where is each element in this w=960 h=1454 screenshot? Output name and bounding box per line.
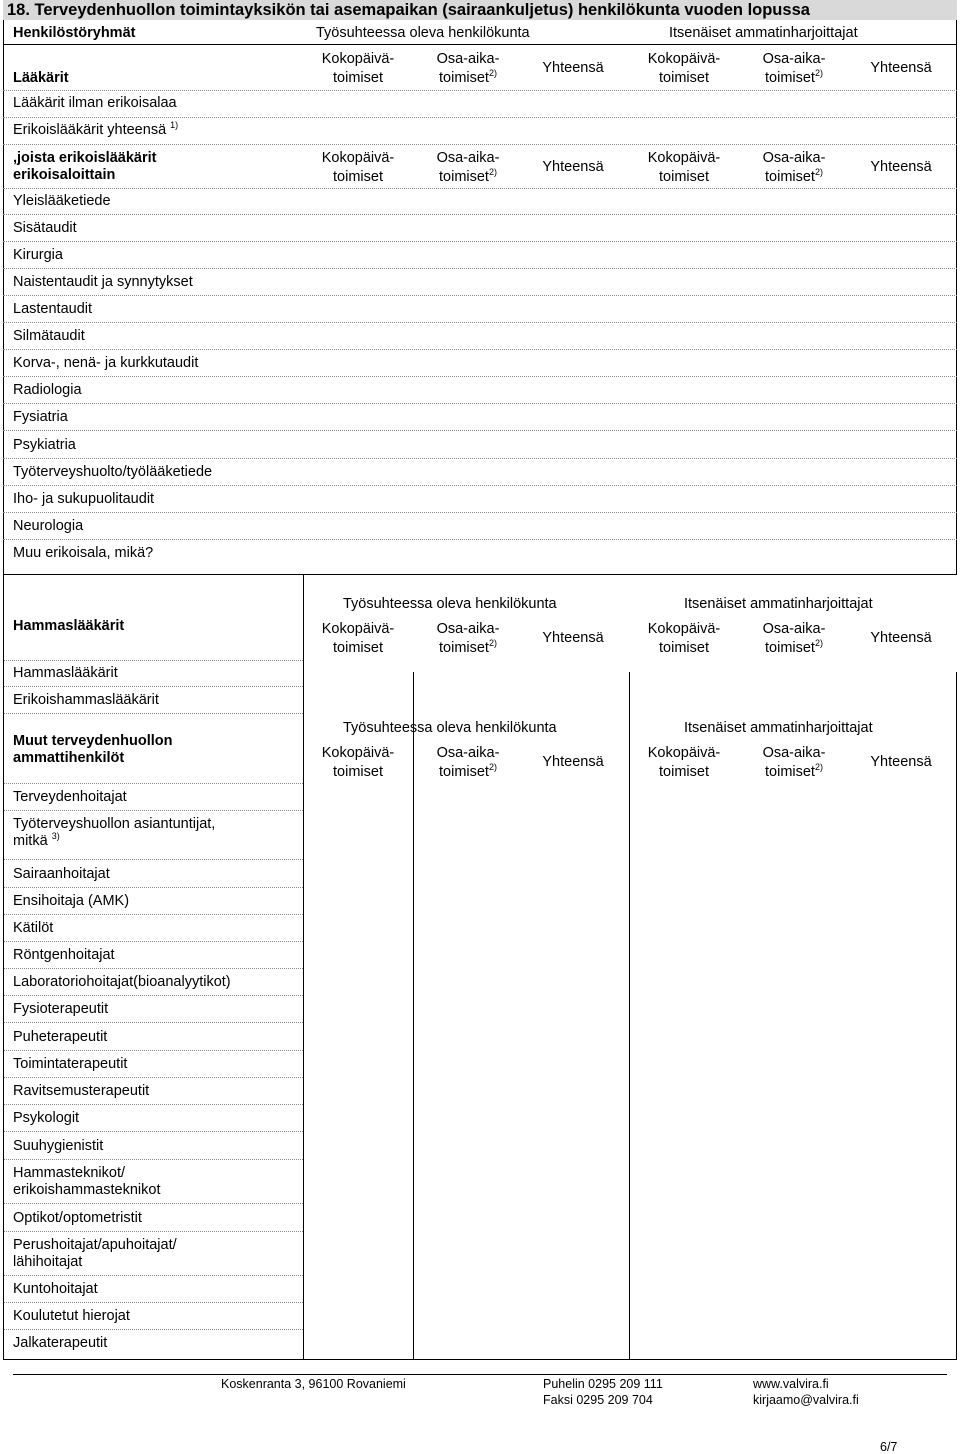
header-groups-label: Henkilöstöryhmät [13, 25, 136, 41]
heading-line: ammattihenkilöt [13, 750, 125, 766]
col-label: toimiset [333, 70, 383, 86]
col-label: Osa-aika- [436, 745, 500, 761]
col-label: toimiset [765, 764, 815, 780]
heading-line: Muut terveydenhuollon [13, 733, 173, 749]
row-divider [3, 268, 957, 269]
row-label: Optikot/optometristit [13, 1210, 142, 1226]
col-total-employed: Yhteensä [542, 754, 604, 770]
row-divider [3, 241, 957, 242]
row-divider [3, 376, 957, 377]
col-total-independent: Yhteensä [870, 630, 932, 646]
footnote-ref: 1) [170, 120, 179, 131]
row-label: Terveydenhoitajat [13, 789, 127, 805]
row-divider [3, 90, 957, 91]
specialty-row-label: Iho- ja sukupuolitaudit [13, 491, 155, 507]
group-employed-header: Työsuhteessa oleva henkilökunta [343, 720, 557, 736]
row-divider [3, 295, 957, 296]
page-number: 6/7 [880, 1440, 898, 1454]
row-label: Psykologit [13, 1110, 80, 1126]
footer-fax: Faksi 0295 209 704 [543, 1393, 653, 1407]
row-label: Suuhygienistit [13, 1138, 104, 1154]
specialty-row-label: Fysiatria [13, 409, 68, 425]
col-total-employed: Yhteensä [542, 60, 604, 76]
row-label: Fysioterapeutit [13, 1001, 109, 1017]
col-label: Osa-aika- [436, 621, 500, 637]
specialty-row-label: Yleislääketiede [13, 193, 111, 209]
col-part-time-independent [739, 50, 849, 88]
col-label: toimiset [439, 764, 489, 780]
row-text: Työterveyshuollon asiantuntijat, [13, 816, 216, 832]
row-text: mitkä [13, 833, 48, 849]
group-independent-header: Itsenäiset ammatinharjoittajat [669, 25, 858, 41]
col-label: Osa-aika- [436, 51, 500, 67]
col-label: Osa-aika- [762, 745, 826, 761]
col-label: toimiset [765, 640, 815, 656]
heading-line: ,joista erikoislääkärit [13, 150, 157, 166]
col-label: Kokopäivä- [647, 150, 721, 166]
col-part-time-independent [739, 149, 849, 187]
col-label: Kokopäivä- [321, 51, 395, 67]
row-label: Kätilöt [13, 920, 54, 936]
row-text: Perushoitajat/apuhoitajat/ [13, 1237, 177, 1253]
col-total-independent: Yhteensä [870, 159, 932, 175]
row-label: Röntgenhoitajat [13, 947, 115, 963]
col-label: toimiset [765, 70, 815, 86]
footnote-ref: 2) [814, 68, 823, 79]
specialty-row-label: Radiologia [13, 382, 82, 398]
row-divider [3, 539, 957, 540]
row-divider [3, 322, 957, 323]
col-label: toimiset [439, 169, 489, 185]
divider [3, 44, 957, 45]
col-full-time-independent [629, 149, 739, 187]
row-divider [3, 512, 957, 513]
row-divider [3, 144, 957, 145]
col-label: Kokopäivä- [321, 745, 395, 761]
row-label: Hammaslääkärit [13, 665, 118, 681]
footnote-ref: 2) [814, 762, 823, 773]
row-label: Sairaanhoitajat [13, 866, 110, 882]
row-divider [3, 188, 957, 189]
col-label: toimiset [659, 764, 709, 780]
section-heading-doctors: Lääkärit [13, 70, 69, 86]
col-label: Kokopäivä- [321, 621, 395, 637]
col-label: toimiset [333, 169, 383, 185]
group-employed-header: Työsuhteessa oleva henkilökunta [316, 25, 530, 41]
specialty-heading [13, 150, 156, 184]
specialty-row-label: Lastentaudit [13, 301, 93, 317]
col-label: Osa-aika- [762, 150, 826, 166]
footnote-ref: 2) [488, 167, 497, 178]
footnote-ref: 2) [488, 762, 497, 773]
specialty-row-label: Neurologia [13, 518, 84, 534]
col-label: Kokopäivä- [647, 745, 721, 761]
footer-email[interactable]: kirjaamo@valvira.fi [753, 1393, 859, 1407]
footer-phone: Puhelin 0295 209 111 [543, 1377, 663, 1391]
row-divider [3, 458, 957, 459]
group-employed-header: Työsuhteessa oleva henkilökunta [343, 596, 557, 612]
row-label: Koulutetut hierojat [13, 1308, 130, 1324]
footnote-ref: 2) [814, 638, 823, 649]
col-full-time-employed [303, 50, 413, 88]
col-label: toimiset [659, 70, 709, 86]
col-full-time-employed [303, 620, 413, 658]
page-title: 18. Terveydenhuollon toimintayksikön tai asemapaikan (sairaankuljetus) henkilökunta vuoden lopussa [3, 0, 957, 20]
col-label: toimiset [659, 640, 709, 656]
row-label [13, 122, 178, 139]
row-divider [3, 117, 957, 118]
row-text: erikoishammasteknikot [13, 1182, 161, 1198]
row-label: Toimintaterapeutit [13, 1056, 128, 1072]
col-label: Kokopäivä- [647, 51, 721, 67]
specialty-row-label: Naistentaudit ja synnytykset [13, 274, 193, 290]
row-label: Lääkärit ilman erikoisalaa [13, 95, 177, 111]
col-label: toimiset [333, 764, 383, 780]
row-label: Jalkaterapeutit [13, 1335, 108, 1351]
column-rule [629, 672, 630, 1360]
col-total-independent: Yhteensä [870, 754, 932, 770]
label-column-frame [3, 575, 304, 1360]
row-label: Laboratoriohoitajat(bioanalyytikot) [13, 974, 231, 990]
col-label: Osa-aika- [436, 150, 500, 166]
col-label: Osa-aika- [762, 621, 826, 637]
footnote-ref: 2) [488, 68, 497, 79]
specialty-row-label: Psykiatria [13, 437, 76, 453]
row-divider [3, 430, 957, 431]
col-label: Osa-aika- [762, 51, 826, 67]
col-part-time-employed [413, 50, 523, 88]
col-label: toimiset [439, 70, 489, 86]
column-rule [413, 672, 414, 1360]
specialty-row-label: Työterveyshuolto/työlääketiede [13, 464, 213, 480]
specialty-row-label: Silmätaudit [13, 328, 85, 344]
row-label: Puheterapeutit [13, 1029, 108, 1045]
col-label: toimiset [659, 169, 709, 185]
col-total-employed: Yhteensä [542, 630, 604, 646]
group-independent-header: Itsenäiset ammatinharjoittajat [684, 720, 873, 736]
footer-address: Koskenranta 3, 96100 Rovaniemi [221, 1377, 406, 1391]
specialty-row-label: Sisätaudit [13, 220, 77, 236]
footnote-ref: 2) [488, 638, 497, 649]
row-label: Erikoishammaslääkärit [13, 692, 159, 708]
row-divider [3, 214, 957, 215]
col-full-time-independent [629, 50, 739, 88]
footnote-ref: 3) [51, 831, 60, 842]
row-label: Kuntohoitajat [13, 1281, 98, 1297]
col-full-time-employed [303, 149, 413, 187]
row-label: Ensihoitaja (AMK) [13, 893, 130, 909]
col-total-independent: Yhteensä [870, 60, 932, 76]
col-label: Kokopäivä- [321, 150, 395, 166]
col-label: toimiset [439, 640, 489, 656]
input-grid-frame [303, 672, 957, 1360]
col-label: Kokopäivä- [647, 621, 721, 637]
row-text: lähihoitajat [13, 1254, 83, 1270]
specialty-row-label: Muu erikoisala, mikä? [13, 545, 154, 561]
footnote-ref: 2) [814, 167, 823, 178]
col-part-time-employed [413, 149, 523, 187]
specialty-row-label: Korva-, nenä- ja kurkkutaudit [13, 355, 199, 371]
row-text: Hammasteknikot/ [13, 1165, 126, 1181]
col-part-time-independent [739, 620, 849, 658]
section-heading-dentists: Hammaslääkärit [13, 618, 125, 634]
row-divider [3, 349, 957, 350]
row-label: Ravitsemusterapeutit [13, 1083, 150, 1099]
footer-rule [13, 1374, 947, 1375]
heading-line: erikoisaloittain [13, 167, 116, 183]
col-label: toimiset [333, 640, 383, 656]
specialty-row-label: Kirurgia [13, 247, 63, 263]
col-part-time-employed [413, 620, 523, 658]
footer-web[interactable]: www.valvira.fi [753, 1377, 829, 1391]
row-divider [3, 485, 957, 486]
group-independent-header: Itsenäiset ammatinharjoittajat [684, 596, 873, 612]
col-total-employed: Yhteensä [542, 159, 604, 175]
col-full-time-independent [629, 620, 739, 658]
row-text: Erikoislääkärit yhteensä [13, 122, 167, 138]
col-label: toimiset [765, 169, 815, 185]
row-divider [3, 403, 957, 404]
